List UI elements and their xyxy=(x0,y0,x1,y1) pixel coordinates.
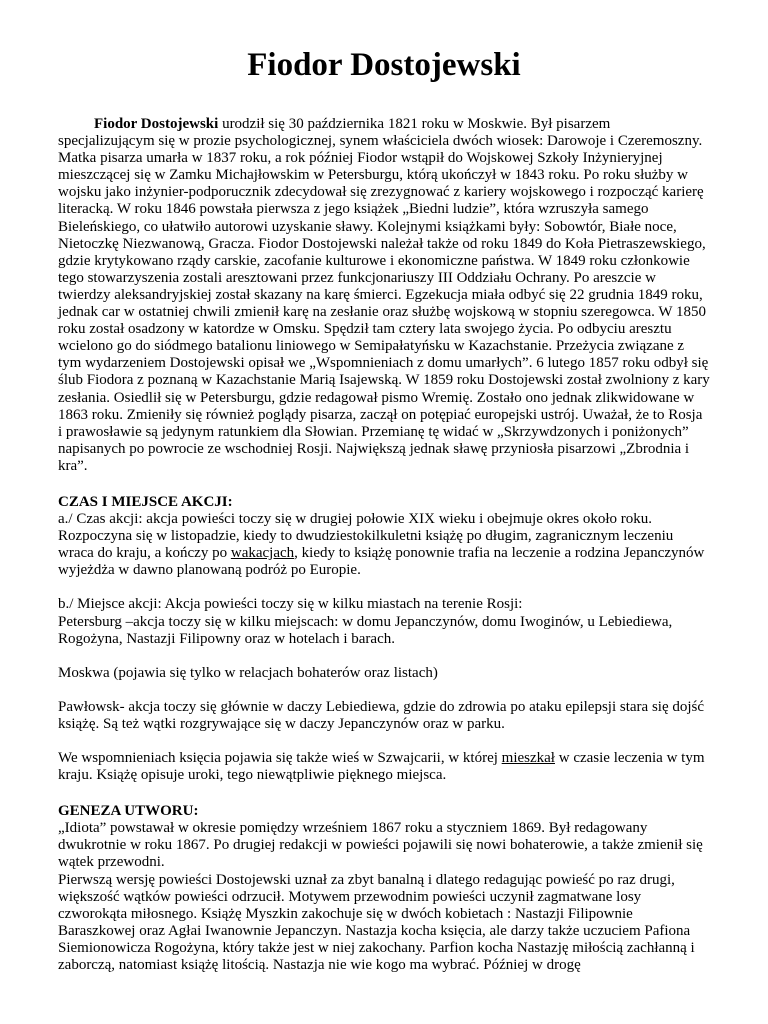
author-name: Fiodor Dostojewski xyxy=(94,116,219,132)
time-text-2: , kiedy to książę ponownie trafia na leczenie a rodzina Jepanczynów wyjeżdża w dawno planowaną podróż po Europie. xyxy=(58,545,705,579)
section-heading-genesis: GENEZA UTWORU: xyxy=(58,803,199,820)
place-paragraph-2: Petersburg –akcja toczy się w kilku miejscach: w domu Jepanczynów, domu Iwoginów, u Lebiediewa, Rogożyna, Nastazji Filipowny oraz w hotelach i barach. xyxy=(58,613,673,647)
time-paragraph xyxy=(58,511,710,579)
memories-text-1: We wspomnieniach księcia pojawia się także wieś w Szwajcarii, w której xyxy=(58,750,502,766)
genesis-paragraph-1: „Idiota” powstawał w okresie pomiędzy wrześniem 1867 roku a styczniem 1869. Był redagowany dwukrotnie w roku 1867. Po drugiej redakcji w powieści pojawili się nowi bohaterowie, a także zmienił się wątek przewodni. xyxy=(58,820,703,871)
place-paragraph-1: b./ Miejsce akcji: Akcja powieści toczy się w kilku miastach na terenie Rosji: xyxy=(58,596,523,613)
time-text-1: a./ Czas akcji: akcja powieści toczy się w drugiej połowie XIX wieku i obejmuje okres około roku. Rozpoczyna się w listopadzie, kiedy to dwudziestokilkuletni książę po długim, zagranicznym leczeniu wraca do kraju, a kończy po xyxy=(58,511,674,562)
intro-text: urodził się 30 października 1821 roku w Moskwie. Był pisarzem specjalizującym się w prozie psychologicznej, synem właściciela dwóch wiosek: Darowoje i Czeremoszny. Matka pisarza umarła w 1837 roku, a rok później Fiodor wstąpił do Wojskowej Szkoły Inżynieryjnej mieszczącej się w Zamku Michajłowskim w Petersburgu, którą ukończył w 1843 roku. Po roku służby w wojsku jako inżynier-podporucznik zdecydował się zrezygnować z kariery wojskowego i rozpocząć karierę literacką. W roku 1846 powstała pierwsza z jego książek „Biedni ludzie”, która wzruszyła samego Bieleńskiego, co ułatwiło autorowi uzyskanie sławy. Kolejnymi książkami były: Sobowtór, Białe noce, Nietoczkę Niezwanową, Gracza. Fiodor Dostojewski należał także od roku 1849 do Koła Pietraszewskiego, gdzie krytykowano rządy carskie, zacofanie kulturowe i ekonomiczne państwa. W 1849 roku członkowie tego stowarzyszenia zostali aresztowani przez funkcjonariuszy III Oddziału Ochrany. Po areszcie w twierdzy aleksandryjskiej został skazany na karę śmierci. Egzekucja miała odbyć się 22 grudnia 1849 roku, jednak car w ostatniej chwili zmienił karę na zesłanie oraz służbę wojskową w stopniu szeregowca. W 1850 roku został osadzony w katordze w Omsku. Spędził tam cztery lata swojego życia. Po odbyciu aresztu wcielono go do siódmego batalionu liniowego w Semipałatyńsku w Kazachstanie. Przeżycia związane z tym wydarzeniem Dostojewski opisał we „Wspomnieniach z domu umarłych”. 6 lutego 1857 roku odbył się ślub Fiodora z poznaną w Kazachstanie Marią Isajewską. W 1859 roku Dostojewski został zwolniony z kary zesłania. Osiedlił się w Petersburgu, gdzie redagował pismo Wremię. Zostało ono jednak zlikwidowane w 1863 roku. Zmieniły się również poglądy pisarza, zaczął on potępiać europejski ustrój. Uważał, że to Rosja i prawosławie są jedynym ratunkiem dla Słowian. Przemianę tę widać w „Skrzywdzonych i poniżonych” napisanych po powrocie ze wschodniej Rosji. Największą jednak sławę przyniosła pisarzowi „Zbrodnia i kra”. xyxy=(58,116,710,474)
moskwa-paragraph: Moskwa (pojawia się tylko w relacjach bohaterów oraz listach) xyxy=(58,664,438,681)
link-mieszkal[interactable]: mieszkał xyxy=(501,750,555,766)
pawlowsk-paragraph: Pawłowsk- akcja toczy się głównie w daczy Lebiediewa, gdzie do zdrowia po ataku epilepsji stara się dojść książę. Są też wątki rozgrywające się w daczy Jepanczynów oraz w parku. xyxy=(58,698,705,732)
intro-paragraph xyxy=(58,116,710,475)
section-heading-time-place: CZAS I MIEJSCE AKCJI: xyxy=(58,493,233,510)
memories-paragraph xyxy=(58,750,710,784)
memories-text-2: w czasie leczenia w tym kraju. Książę opisuje uroki, tego niewątpliwie pięknego miejsca. xyxy=(58,750,705,784)
genesis-paragraph-2: Pierwszą wersję powieści Dostojewski uznał za zbyt banalną i dlatego redagując powieść po raz drugi, większość wątków powieści odrzucił. Motywem przewodnim powieści uczynił zagmatwane losy czworokąta miłosnego. Książę Myszkin zakochuje się w dwóch kobietach : Nastazji Filipownie Baraszkowej oraz Agłai Iwanownie Jepanczyn. Nastazja kocha księcia, ale darzy także uczuciem Pafiona Siemionowicza Rogożyna, który także jest w niej zakochany. Parfion kocha Nastazję miłością zachłanną i zaborczą, natomiast książę litością. Nastazja nie wie kogo ma wybrać. Później w drogę xyxy=(58,871,695,974)
link-wakacjach[interactable]: wakacjach xyxy=(230,545,295,562)
document-body xyxy=(58,116,710,974)
document-title: Fiodor Dostojewski xyxy=(247,47,521,83)
